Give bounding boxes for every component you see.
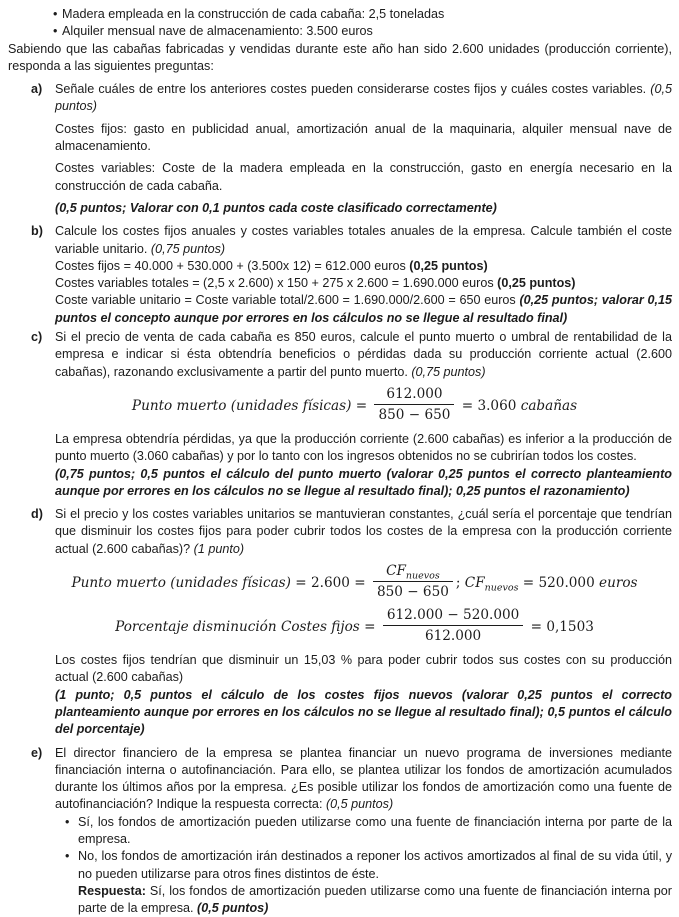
fraction-numerator: 612.000 − 520.000 [383, 607, 523, 625]
variable-costs-points: (0,25 puntos) [497, 276, 575, 290]
question-a [8, 81, 672, 217]
cf-symbol: CF [465, 575, 485, 591]
formula-label: Porcentaje disminución Costes fijos [115, 619, 360, 635]
answer-variable-costs-calc [55, 275, 672, 292]
question-d-points: (1 punto) [194, 542, 244, 556]
cf-subscript: nuevos [485, 583, 519, 594]
answer-text: Sí, los fondos de amortización pueden utilizarse como una fuente de financiación interna por parte de la empresa. [78, 884, 672, 915]
grading-note-c: (0,75 puntos; 0,5 puntos el cálculo del punto muerto (valorar 0,25 puntos el correcto planteamiento aunque por errores en los cálculos no se llegue al resultado final); 0,25 puntos el razonamiento) [55, 466, 672, 501]
formula-label: Punto muerto (unidades físicas) [132, 398, 352, 414]
question-e-body: El director financiero de la empresa se plantea financiar un nuevo programa de inversiones mediante financiación interna o autofinanciación. Para ello, se plantea utilizar los fondos de amortización acumulados durante los últimos años por la empresa. ¿Es posible utilizar los fondos de amortización como una fuente de autofinanciación? Indique la respuesta correcta: [55, 746, 672, 812]
intro-paragraph: Sabiendo que las cabañas fabricadas y vendidas durante este año han sido 2.600 unidades (producción corriente), responda a las siguientes preguntas: [8, 41, 672, 76]
question-b-text [55, 223, 672, 258]
answer-percentage-reasoning: Los costes fijos tendrían que disminuir un 15,03 % para poder cubrir todos sus costes con su producción actual (2.600 cabañas) [55, 652, 672, 687]
formula-result: = 520.000 [518, 575, 599, 591]
question-a-text [55, 81, 672, 116]
fraction-numerator [373, 563, 453, 581]
option-no-text: • No, los fondos de amortización irán destinados a reponer los activos amortizados al final de su vida útil, y no pueden utilizarse para otros fines distintos de éste. [78, 848, 672, 883]
question-e-points: (0,5 puntos) [326, 797, 393, 811]
unit-cost-equation: Coste variable unitario = Coste variable total/2.600 = 1.690.000/2.600 = 650 euros [55, 293, 519, 307]
answer-points: (0,5 puntos) [197, 901, 268, 915]
grading-note-a: (0,5 puntos; Valorar con 0,1 puntos cada coste clasificado correctamente) [55, 200, 672, 217]
fixed-costs-equation: Costes fijos = 40.000 + 530.000 + (3.500x 12) = 612.000 euros [55, 259, 409, 273]
question-a-body: Señale cuáles de entre los anteriores costes pueden considerarse costes fijos y cuáles costes variables. [55, 82, 650, 96]
answer-label: Respuesta: [78, 884, 146, 898]
fraction [374, 386, 454, 423]
bullet-item-wood-cost: • Madera empleada en la construcción de cada cabaña: 2,5 toneladas [8, 6, 672, 23]
new-fixed-costs-formula [37, 565, 672, 602]
question-c-points: (0,75 puntos) [411, 365, 485, 379]
unit-cost-grading-note: (0,25 puntos; valorar 0,15 puntos el concepto aunque por errores en los cálculos no se llegue al resultado final) [55, 293, 672, 324]
answer-fixed-costs-calc [55, 258, 672, 275]
equals-sign: = [360, 619, 380, 635]
equals-sign: = [457, 398, 477, 414]
question-c-text [55, 329, 672, 381]
question-e [8, 745, 672, 917]
question-d-letter: d) [31, 506, 43, 523]
breakeven-formula [37, 388, 672, 425]
fraction [373, 563, 453, 600]
answer-fixed-costs: Costes fijos: gasto en publicidad anual, amortización anual de la maquinaria, alquiler mensual nave de almacenamiento. [55, 121, 672, 156]
fraction-denominator: 612.000 [383, 625, 523, 644]
final-answer [78, 883, 672, 917]
question-b-letter: b) [31, 223, 43, 240]
equals-chain: = 2.600 = [291, 575, 370, 591]
question-b [8, 223, 672, 327]
equals-sign: = [351, 398, 371, 414]
question-d-text [55, 506, 672, 558]
fraction-denominator: 850 − 650 [373, 581, 453, 600]
cf-symbol: CF [386, 563, 406, 579]
formula-result-unit: cabañas [521, 398, 577, 414]
question-e-text [55, 745, 672, 814]
formula-result: = 0,1503 [526, 619, 594, 635]
cf-subscript: nuevos [406, 571, 440, 582]
semicolon: ; [456, 575, 465, 591]
option-yes: • Sí, los fondos de amortización pueden utilizarse como una fuente de financiación interna por parte de la empresa. [55, 814, 672, 849]
answer-unit-cost-calc [55, 292, 672, 327]
question-a-letter: a) [31, 81, 42, 98]
cost-data-bullet-list [8, 6, 672, 41]
option-no [55, 848, 672, 917]
variable-costs-equation: Costes variables totales = (2,5 x 2.600) x 150 + 275 x 2.600 = 1.690.000 euros [55, 276, 497, 290]
answer-variable-costs: Costes variables: Coste de la madera empleada en la construcción, gasto en energía necesario en la construcción de cada cabaña. [55, 160, 672, 195]
formula-label: Punto muerto (unidades físicas) [71, 575, 291, 591]
question-a-points: (0,5 puntos) [55, 82, 672, 113]
grading-note-d: (1 punto; 0,5 puntos el cálculo de los costes fijos nuevos (valorar 0,25 puntos el correcto planteamiento aunque por errores en los cálculos no se llegue al resultado final); 0,5 puntos el cálculo del porcentaje) [55, 687, 672, 739]
fraction-numerator: 612.000 [374, 386, 454, 404]
question-c-body: Si el precio de venta de cada cabaña es 850 euros, calcule el punto muerto o umbral de rentabilidad de la empresa e indicar si ésta obtendría beneficios o pérdidas dada su producción corriente actual (2.600 cabañas), razonando exclusivamente a partir del punto muerto. [55, 330, 672, 379]
answer-options-list [55, 814, 672, 917]
fraction [383, 607, 523, 644]
question-d [8, 506, 672, 738]
answer-breakeven-reasoning: La empresa obtendría pérdidas, ya que la producción corriente (2.600 cabañas) es inferior a la producción de punto muerto (3.060 cabañas) y por lo tanto con los ingresos obtenidos no se cubrirían todos los costes. [55, 431, 672, 466]
question-c-letter: c) [31, 329, 42, 346]
question-c [8, 329, 672, 500]
fraction-denominator: 850 − 650 [374, 404, 454, 423]
question-e-letter: e) [31, 745, 42, 762]
bullet-item-warehouse-rent: • Alquiler mensual nave de almacenamiento: 3.500 euros [8, 23, 672, 40]
fixed-cost-decrease-formula [37, 609, 672, 646]
formula-result: 3.060 [477, 398, 520, 414]
question-b-points: (0,75 puntos) [151, 242, 225, 256]
question-d-body: Si el precio y los costes variables unitarios se mantuvieran constantes, ¿cuál sería el porcentaje que tendrían que disminuir los costes fijos para poder cubrir todos los costes de la empresa con la producción corriente actual (2.600 cabañas)? [55, 507, 672, 556]
fixed-costs-points: (0,25 puntos) [409, 259, 487, 273]
formula-result-unit: euros [599, 575, 637, 591]
question-b-body: Calcule los costes fijos anuales y costes variables totales anuales de la empresa. Calcule también el coste variable unitario. [55, 224, 672, 255]
